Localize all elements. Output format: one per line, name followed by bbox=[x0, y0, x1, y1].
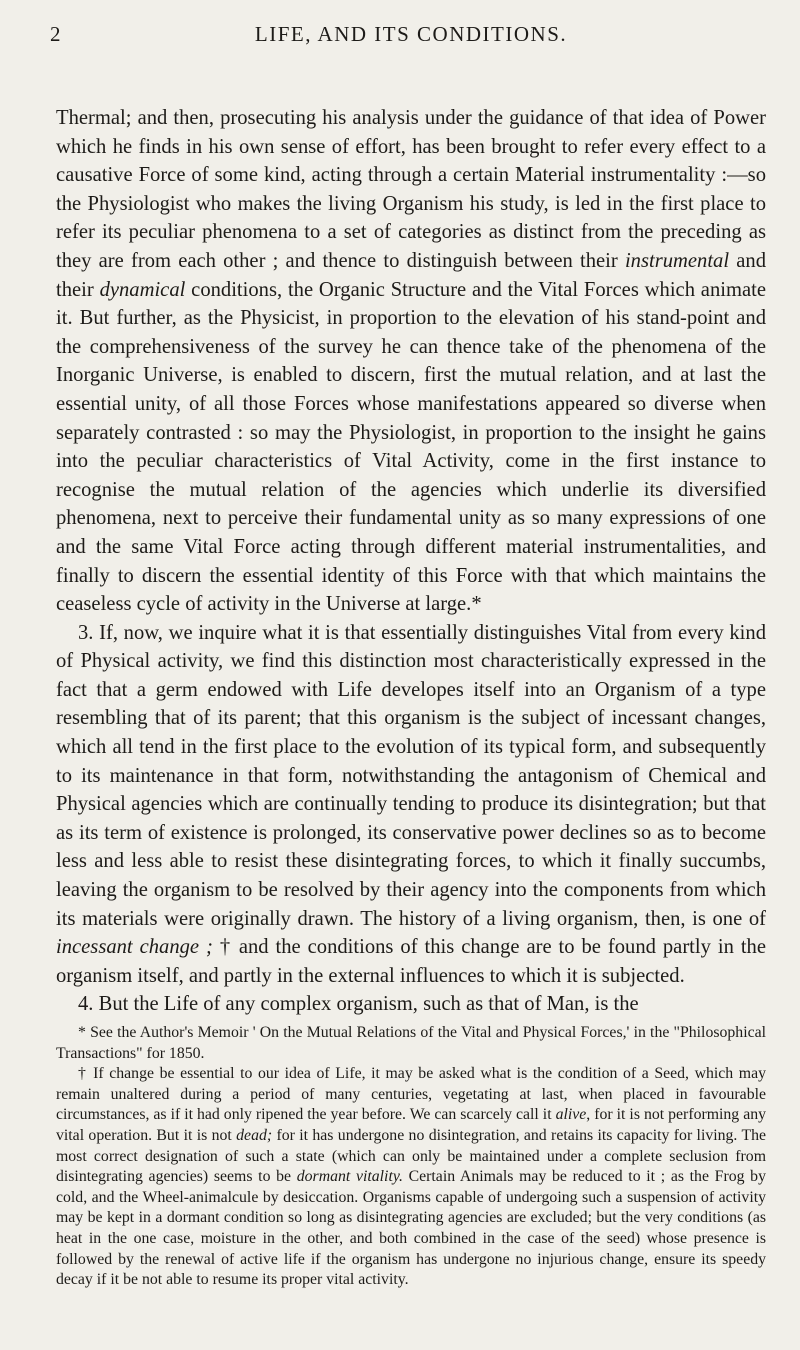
italic-term: incessant change ; bbox=[56, 936, 213, 959]
italic-term: dormant vitality. bbox=[296, 1168, 403, 1186]
paragraph-continued bbox=[56, 104, 766, 619]
footnote-dagger bbox=[56, 1064, 766, 1291]
paragraph-section-4: 4. But the Life of any complex organism, such as that of Man, is the bbox=[78, 993, 639, 1016]
footnote-text: † If change be essential to our idea of Life, it may be asked what is the condition of a Seed, which may remain unaltered during a period of many centuries, vegetating at last, when placed in favourable circumstances, as if it had only ripened the year before. We can scarcely call it bbox=[56, 1065, 766, 1124]
paragraph-text: and their bbox=[56, 249, 766, 301]
footnote-text: , for it is not performing any vital operation. But it is not bbox=[56, 1106, 767, 1144]
italic-term: dead; bbox=[236, 1126, 273, 1144]
paragraph-text: Thermal; and then, prosecuting his analysis under the guidance of that idea of Power which he finds in his own sense of effort, has been brought to refer every effect to a causative Force of some kind, acting through a certain Material instrumentality :—so the Physiologist who makes the living Organism his study, is led in the first place to refer its peculiar phenomena to a set of categories as distinct from the preceding as they are from each other ; and thence to distinguish between their bbox=[56, 107, 766, 272]
italic-term: dynamical bbox=[99, 278, 186, 301]
italic-term: instrumental bbox=[624, 249, 730, 272]
page-header bbox=[50, 22, 766, 62]
paragraph-text: † and the conditions of this change are to be found partly in the organism itself, and partly in the external influences to which it is subjected. bbox=[56, 936, 766, 987]
running-head: LIFE, AND ITS CONDITIONS. bbox=[254, 22, 568, 46]
page-number: 2 bbox=[50, 22, 61, 46]
paragraph-text: conditions, the Organic Structure and the Vital Forces which animate it. But further, as the Physicist, in proportion to the elevation of his stand-point and the comprehensiveness of the survey he can thence take of the phenomena of the Inorganic Universe, is enabled to discern, first the mutual relation, and at last the essential unity, of all those Forces whose manifestations appeared so diverse when separately contrasted : so may the Physiologist, in proportion to the insight he gains into the peculiar characteristics of Vital Activity, come in the first instance to recognise the mutual relation of the agencies which underlie its diversified phenomena, next to perceive their fundamental unity as so many expressions of one and the same Vital Force acting through different material instrumentalities, and finally to discern the essential identity of this Force with that which maintains the ceaseless cycle of activity in the Universe at large.* bbox=[56, 278, 766, 616]
body-text bbox=[56, 104, 766, 1019]
book-page bbox=[50, 22, 767, 1291]
footnotes bbox=[56, 1023, 766, 1291]
paragraph-section-3 bbox=[56, 619, 766, 991]
footnote-asterisk: * See the Author's Memoir ' On the Mutual Relations of the Vital and Physical Forces,' in the "Philosophical Transactions" for 1850. bbox=[56, 1024, 766, 1062]
footnote-text: Certain Animals may be reduced to it ; as the Frog by cold, and the Wheel-animalcule by desiccation. Organisms capable of undergoing such a suspension of activity may be kept in a dormant condition so long as disintegrating agencies are excluded; but the very conditions (as heat in the one case, moisture in the other, and both combined in the case of the seed) whose presence is followed by the renewal of active life if the organism has undergone no injurious change, ensure its speedy decay if it be not able to resume its proper vital activity. bbox=[56, 1168, 766, 1289]
paragraph-text: 3. If, now, we inquire what it is that essentially distinguishes Vital from every kind of Physical activity, we find this distinction most characteristically expressed in the fact that a germ endowed with Life developes itself into an Organism of a type resembling that of its parent; that this organism is the subject of incessant changes, which all tend in the first place to the evolution of its typical form, and subsequently to its maintenance in that form, notwithstanding the antagonism of Chemical and Physical agencies which are continually tending to produce its disintegration; but that as its term of existence is prolonged, its conservative power declines so as to become less and less able to resist these disintegrating forces, to which it finally succumbs, leaving the organism to be resolved by their agency into the components from which its materials were originally drawn. The history of a living organism, then, is one of bbox=[56, 621, 766, 930]
footnote-text: for it has undergone no disintegration, and retains its capacity for living. The most correct designation of such a state (which can only be maintained under a complete seclusion from disintegrating agencies) seems to be bbox=[56, 1126, 767, 1186]
italic-term: alive bbox=[555, 1106, 587, 1124]
